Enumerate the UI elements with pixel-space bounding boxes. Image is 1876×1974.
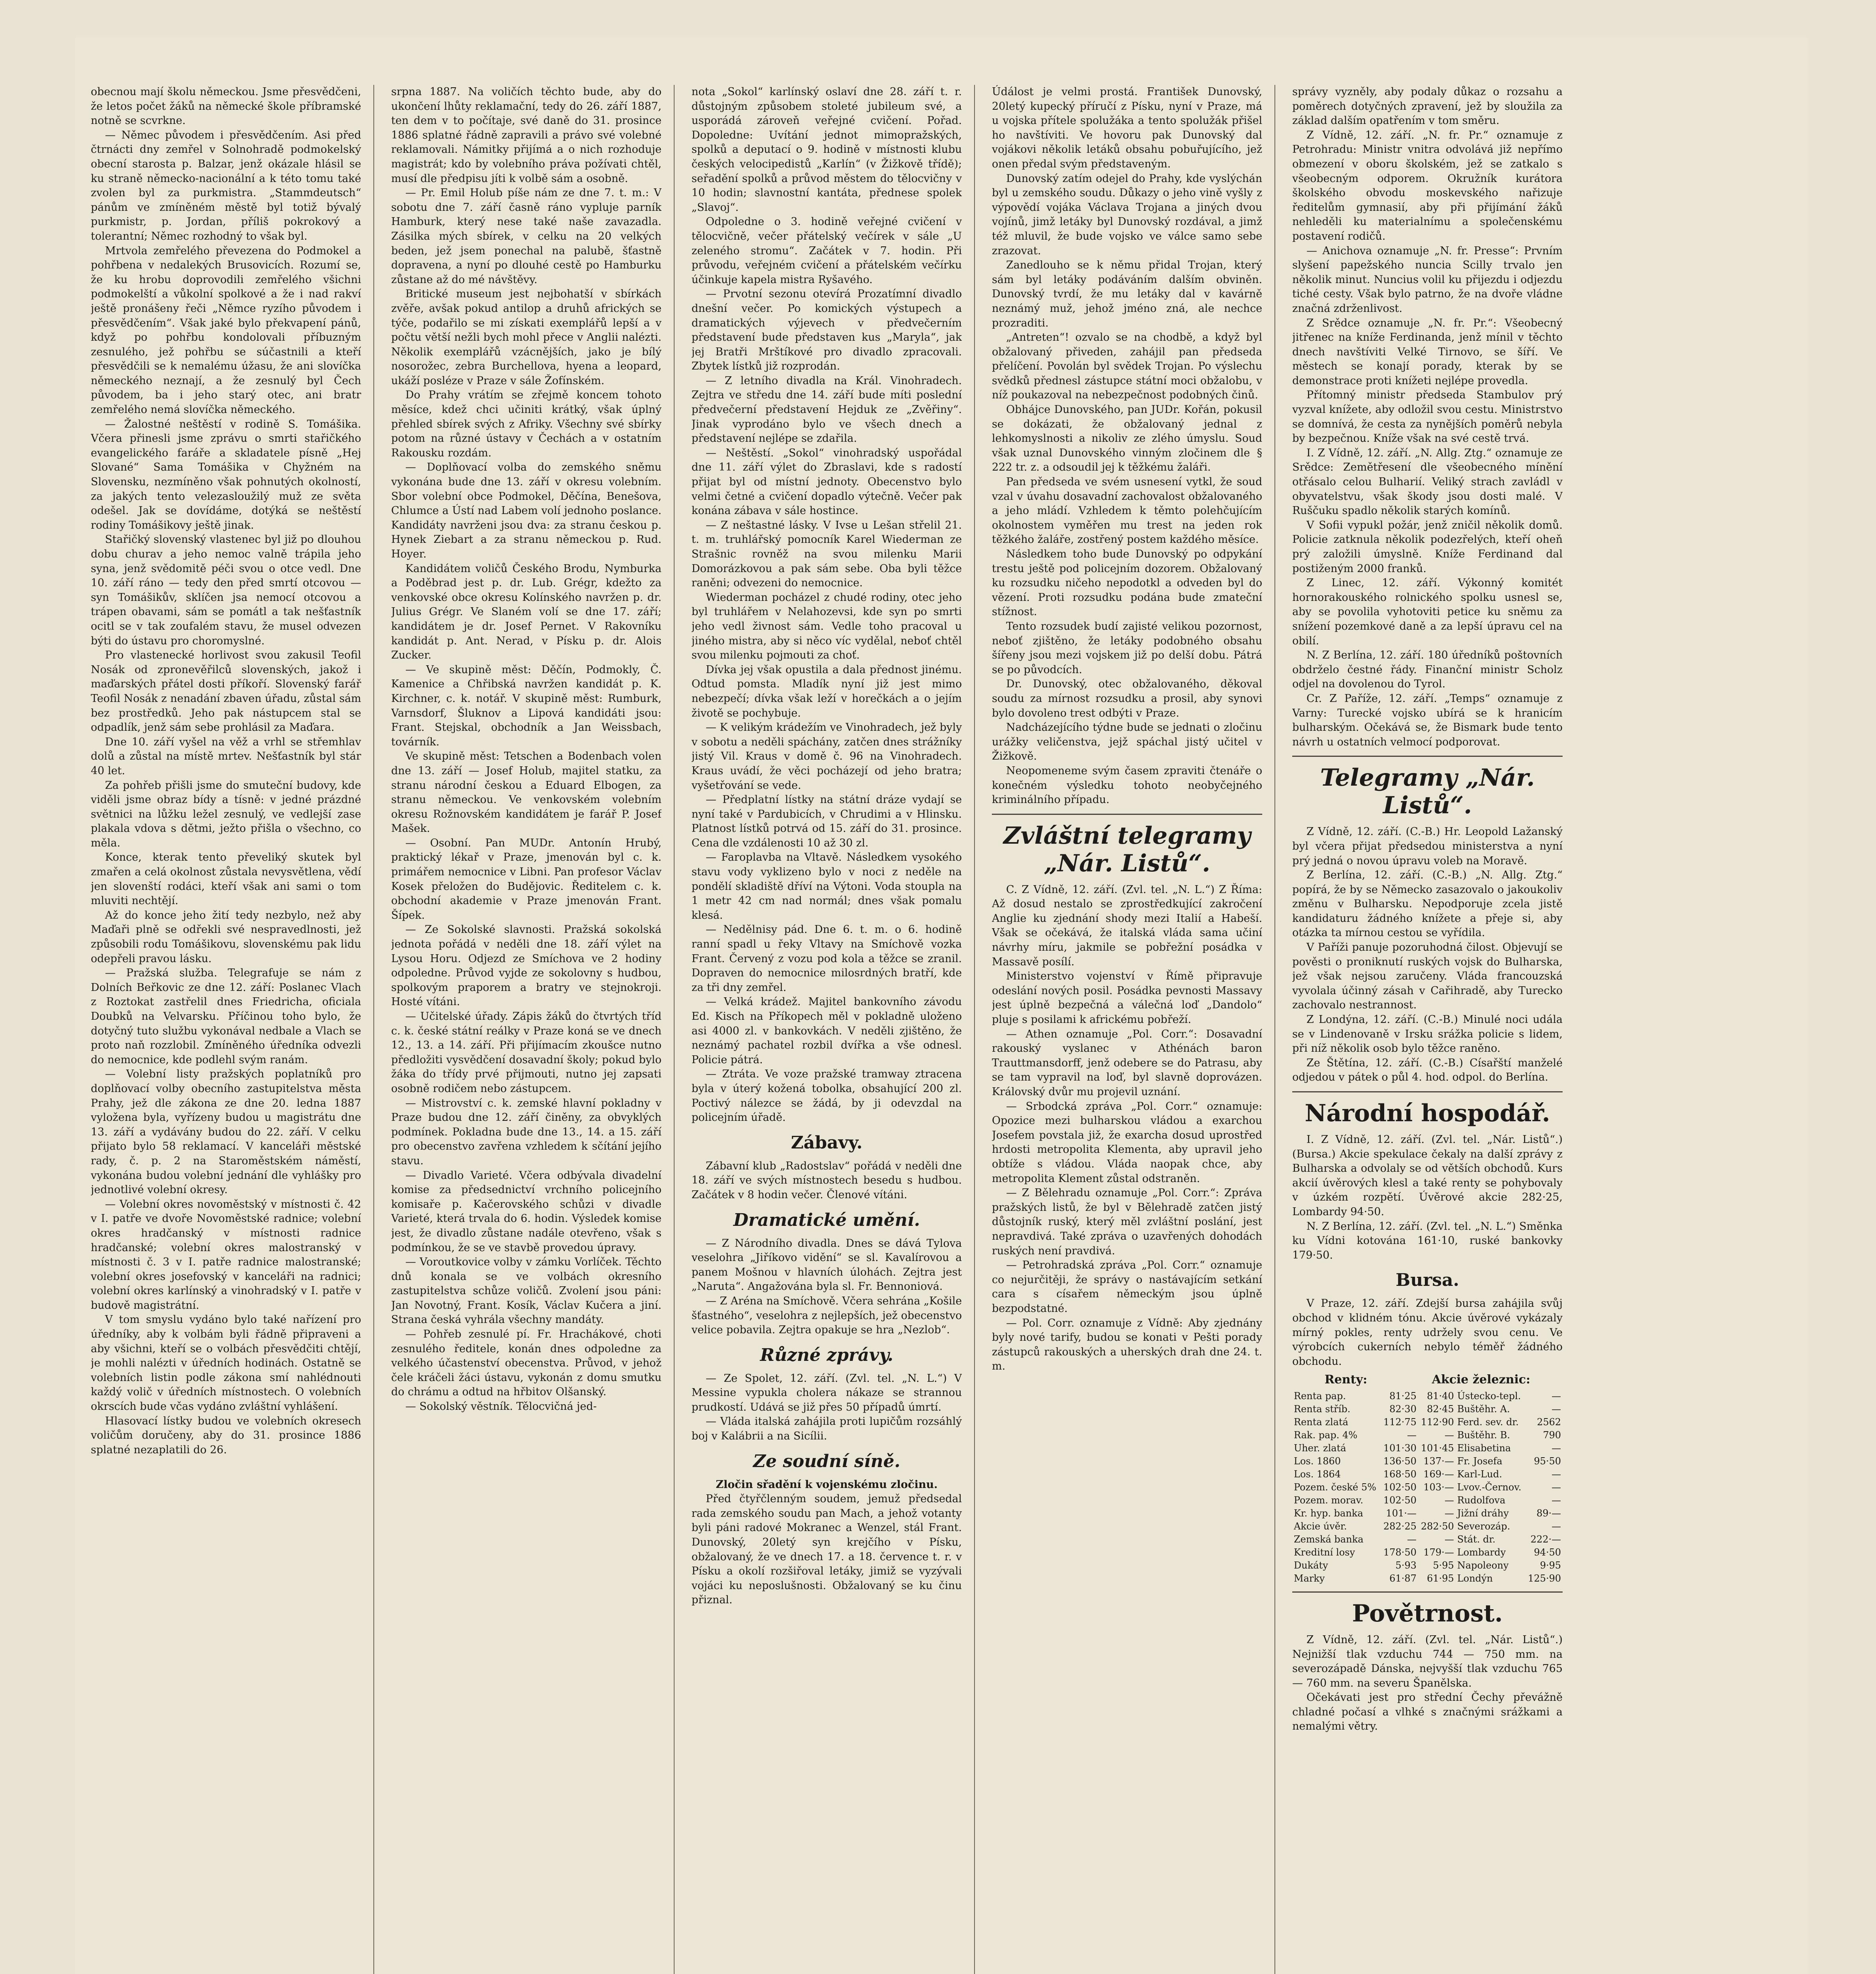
exchange-row: [1292, 1442, 1563, 1455]
article-text: Mrtvola zemřelého převezena do Podmokel a pohřbena v nedalekých Brusovicích. Rozumí se, že ku hrobu doprovodili zemřelého všichni podmokelští a vůkolní spolkové a že i nad rakví ještě pronášeny řeči „Němce ryzího původem i přesvědčením“. Však jaké bylo překvapení pánů, když po pohřbu kondolovali příbuzným zesnulého, jež pohřbu se súčastnili a kteří přesvědčili se k nemalému úžasu, že ani slovíčka německého neznají, a že zesnulý byl Čech původem, ba i jeho starý otec, ani bratr zemřelého nemá slovíčka německého.: [91, 244, 361, 416]
exchange-row: [1292, 1390, 1563, 1403]
exchange-cell: —: [1444, 1429, 1454, 1441]
column-rule: [974, 85, 975, 1974]
exchange-cell: 222·—: [1530, 1533, 1561, 1545]
exchange-row: [1292, 1533, 1563, 1546]
exchange-cell: Ferd. sev. dr.: [1457, 1416, 1519, 1428]
divider: [1292, 756, 1563, 757]
article-text: Následkem toho bude Dunovský po odpykání trestu ještě pod policejním dozorem. Obžalovaný ku rozsudku ničeho nepodotkl a odveden byl do vězení. Proti rozsudku podána bude zmateční stížnost.: [992, 548, 1262, 618]
column-1: [91, 85, 361, 1974]
article-text: Údálost je velmi prostá. František Dunovský, 20letý kupecký příručí z Písku, nyní v Praze, má u vojska přítele spolužáka a tento spolužák přišel ho navštíviti. Ve hovoru pak Dunovský dal vojákovi několik letáků obsahu pobuřujícího, jež onen předal svým představeným.: [992, 86, 1262, 170]
exchange-cell: Uher. zlatá: [1294, 1442, 1346, 1454]
newspaper-page: [75, 38, 1808, 1974]
article-text: Do Prahy vrátím se zřejmě koncem tohoto měsíce, kdež chci učiniti krátký, však úplný přehled sbírek svých z Afriky. Všechny své sbírky potom na různé ústavy v Čechách a v ostatním Rakousku rozdám.: [391, 389, 662, 459]
article-text: Obhájce Dunovského, pan JUDr. Kořán, pokusil se dokázati, že obžalovaný jednal z lehkomyslnosti a nikoliv ze zlého úmyslu. Soud však uznal Dunovského vinným zločinem dle § 222 tr. z. a odsoudil jej k těžkému žaláři.: [992, 403, 1262, 474]
exchange-row: [1292, 1468, 1563, 1481]
section-heading-drama: Dramatické umění.: [733, 1210, 920, 1230]
exchange-cell: 81·25: [1389, 1390, 1417, 1402]
article-text: — Ztráta. Ve voze pražské tramway ztracena byla v úterý kožená tobolka, obsahující 200 zl. Poctivý nálezce se žádá, by ji odevzdal na policejním úřadě.: [692, 1068, 962, 1124]
exchange-cell: 102·50: [1383, 1481, 1417, 1493]
article-text: — Anichova oznamuje „N. fr. Presse“: Prvním slyšení papežského nuncia Scilly trvalo jen několik minut. Nuncius volil ku přijezdu i odjezdu tiché cesty. Však bylo patrno, že na dvoře vládne značná zdrženlivost.: [1292, 244, 1563, 315]
exchange-row: [1292, 1507, 1563, 1520]
exchange-cell: Buštěhr. A.: [1457, 1403, 1510, 1415]
exchange-cell: Pozem. české 5%: [1294, 1481, 1376, 1493]
column-rule: [373, 85, 374, 1974]
article-text: — Velká krádež. Majitel bankovního závodu Ed. Kisch na Příkopech měl v pokladně uloženo asi 4000 zl. v bankovkách. V neděli zjištěno, že neznámý pachatel rozbil dvířka a vše odnesl. Policie pátrá.: [692, 996, 962, 1066]
section-heading-telegramy: Telegramy „Nár. Listů“.: [1320, 764, 1535, 820]
section-heading-zvlastni-telegramy: Zvláštní telegramy „Nár. Listů“.: [1003, 822, 1251, 877]
exchange-cell: Akcie úvěr.: [1294, 1520, 1347, 1532]
article-text: — Srbodcká zpráva „Pol. Corr.“ oznamuje: Opozice mezi bulharskou vládou a exarchou Josefem povstala již, že exarcha dosud uprostřed hrdosti metropolita Klementa, aby upravil jeho obtíže s vládou. Vláda naopak chce, aby metropolita Klement zůstal odstraněn.: [992, 1100, 1262, 1185]
exchange-cell: Lvov.-Černov.: [1457, 1481, 1522, 1493]
article-text: — Volební okres novoměstský v místnosti č. 42 v I. patře ve dvoře Novoměstské radnice; volební okres hradčanský v místnosti radnice hradčanské; volební okres malostranský v místnosti č. 3 v I. patře radnice malostranské; volební okres josefovský v kanceláři na radnici; volební okres karlínský a vinohradský v I. patře v budově magistrátní.: [91, 1198, 361, 1312]
article-text: C. Z Vídně, 12. září. (Zvl. tel. „N. L.“) Z Říma: Až dosud nestalo se zprostředkující zakročení Anglie ku zjednání shody mezi Italií a Habeší. Však se očekává, že italská vláda sama učiní návrhy míru, jakmile se pobřežní posádka v Massavě posílí.: [992, 883, 1262, 968]
exchange-cell: 790: [1543, 1429, 1561, 1441]
article-text: Britické museum jest nejbohatší v sbírkách zvěře, avšak pokud antilop a druhů afrických se týče, podařilo se mi získati exemplářů lepší a v počtu větší nežli bych mohl přece v Anglii nalézti. Několik exemplářů vzácnějších, jako je bílý nosorožec, zebra Burchellova, hyena a leopard, ukáží posléze v Praze v sále Žofínském.: [391, 288, 662, 387]
exchange-cell: Los. 1860: [1294, 1455, 1341, 1467]
exchange-cell: 102·50: [1383, 1494, 1417, 1506]
article-text: Konce, kterak tento převeliký skutek byl zmařen a celá okolnost zůstala nevysvětlena, vědí jen slovenští rodáci, kteří však ani sami o tom mluviti nechtějí.: [91, 851, 361, 907]
exchange-cell: 112·90: [1421, 1416, 1454, 1428]
article-text: Zábavní klub „Radostslav“ pořádá v neděli dne 18. září ve svých místnostech besedu s hudbou. Začátek v 8 hodin večer. Členové vítáni.: [692, 1160, 962, 1201]
exchange-cell: 168·50: [1383, 1468, 1417, 1480]
article-text: — Pražská služba. Telegrafuje se nám z Dolních Beřkovic ze dne 12. září: Poslanec Vlach z Roztokat zastřelil dnes Friedricha, oficiala Doubků na Velvarsku. Příčinou toho bylo, že dotyčný tuto službu vykonával nedbale a Vlach se proto naň rozzlobil. Zmíněného úředníka odvezli do nemocnice, kde podlehl svým ranám.: [91, 967, 361, 1066]
article-text: — Voroutkovice volby v zámku Vorlíček. Těchto dnů konala se ve volbách okresního zastupitelstva schůze voličů. Zvolení jsou páni: Jan Novotný, Frant. Kosík, Václav Kučera a jiní. Strana česká vyhrála všechny mandáty.: [391, 1256, 662, 1326]
article-text: I. Z Vídně, 12. září. (Zvl. tel. „Nár. Listů“.) (Bursa.) Akcie spekulace čekaly na další zprávy z Bulharska a odvolaly se od větších obchodů. Kurs akcií úvěrových klesl a také renty se pohybovaly v úzkém rozpětí. Úvěrové akcie 282·25, Lombardy 94·50.: [1292, 1133, 1563, 1218]
exchange-cell: Karl-Lud.: [1457, 1468, 1502, 1480]
exchange-cell: —: [1552, 1494, 1561, 1506]
article-text: — Ze Sokolské slavnosti. Pražská sokolská jednota pořádá v neděli dne 18. září výlet na Lysou Horu. Odjezd ze Smíchova ve 2 hodiny odpoledne. Průvod vyjde ze sokolovny s hudbou, spolkovým praporem a bratry ve stejnokroji. Hosté vítáni.: [391, 923, 662, 1008]
section-heading-povetrnost: Povětrnost.: [1352, 1599, 1503, 1627]
article-text: Z Vídně, 12. září. (Zvl. tel. „Nár. Listů“.) Nejnižší tlak vzduchu 744 — 750 mm. na severozápadě Dánska, nejvyšší tlak vzduchu 765 — 760 mm. na severu Španělska.: [1292, 1633, 1563, 1689]
exchange-cell: 81·40: [1427, 1390, 1454, 1402]
exchange-cell: 94·50: [1534, 1546, 1561, 1558]
exchange-cell: Severozáp.: [1457, 1520, 1511, 1532]
article-text: Wiederman pocházel z chudé rodiny, otec jeho byl truhlářem v Nelahozevsi, kde syn po smrti jeho vedl živnost sám. Vedle toho pracoval u jiného mistra, aby si něco víc vydělal, neboť chtěl svou milenku pojmouti za choť.: [692, 591, 962, 662]
article-text: Z Londýna, 12. září. (C.-B.) Minulé noci udála se v Lindenovaně v Irsku srážka policie s lidem, při níž několik osob bylo těžce raněno.: [1292, 1013, 1563, 1055]
article-text: Pro vlastenecké horlivost svou zakusil Teofil Nosák od zpronevěřilců slovenských, jakož i maďarských přátel dosti příkoří. Slovenský farář Teofil Nosák z nenadání zbaven úřadu, zůstal sám bez prostředků. Jeho pak nástupcem stal se odpadlík, jenž sám sebe prohlásil za Maďara.: [91, 649, 361, 734]
exchange-cell: Renta stříb.: [1294, 1403, 1351, 1415]
exchange-cell: 112·75: [1383, 1416, 1417, 1428]
exchange-cell: 89·—: [1536, 1507, 1561, 1519]
exchange-cell: Lombardy: [1457, 1546, 1506, 1558]
column-rule: [1274, 85, 1275, 1974]
exchange-cell: 178·50: [1383, 1546, 1417, 1558]
article-text: Ze Štětína, 12. září. (C.-B.) Císařští manželé odjedou v pátek o půl 4. hod. odpol. do Berlína.: [1292, 1056, 1563, 1084]
exchange-cell: Renta zlatá: [1294, 1416, 1348, 1428]
article-text: Neopomeneme svým časem zpraviti čtenáře o konečném výsledku tohoto neobyčejného kriminálního případu.: [992, 764, 1262, 806]
article-text: Tento rozsudek budí zajisté velikou pozornost, neboť zjištěno, že letáky podobného obsahu šířeny jsou mezi vojskem již po delší dobu. Pátrá se po původcích.: [992, 620, 1262, 676]
exchange-cell: 179·—: [1423, 1546, 1454, 1558]
exchange-cell: 282·50: [1421, 1520, 1454, 1532]
article-subheading: Zločin sřadění k vojenskému zločinu.: [716, 1478, 938, 1491]
kurs-heading: Renty:: [1324, 1373, 1368, 1387]
article-text: Odpoledne o 3. hodině veřejné cvičení v tělocvičně, večer přátelský večírek v sále „U zeleného stromu“. Začátek v 7. hodin. Při průvodu, veřejném cvičení a přátelském večírku účinkuje kapela mistra Ryšavého.: [692, 216, 962, 286]
exchange-cell: 101·30: [1383, 1442, 1417, 1454]
article-text: — Vláda italská zahájila proti lupičům rozsáhlý boj v Kalábrii a na Sicílii.: [692, 1415, 962, 1443]
exchange-cell: 282·25: [1383, 1520, 1417, 1532]
article-text: — K velikým krádežím ve Vinohradech, jež byly v sobotu a neděli spáchány, zatčen dnes strážníky jistý Vil. Kraus v domě č. 96 na Vinohradech. Kraus uvádí, že věci pocházejí od jeho bratra; vyšetřování se vede.: [692, 721, 962, 792]
exchange-row: [1292, 1520, 1563, 1533]
exchange-cell: 61·95: [1427, 1572, 1454, 1584]
kurs-headings: [1292, 1369, 1563, 1390]
exchange-cell: Kreditní losy: [1294, 1546, 1355, 1558]
exchange-cell: Napoleony: [1457, 1559, 1509, 1571]
exchange-cell: Kr. hyp. banka: [1294, 1507, 1363, 1519]
exchange-cell: Fr. Josefa: [1457, 1455, 1503, 1467]
exchange-cell: Rudolfova: [1457, 1494, 1506, 1506]
article-text: Ve skupině měst: Tetschen a Bodenbach volen dne 13. září — Josef Holub, majitel statku, za stranu národní českou a Eduard Elbogen, za stranu německou. Ve venkovském volebním okresu Rožnovském kandidátem je farář P. Josef Mašek.: [391, 750, 662, 835]
exchange-cell: 82·45: [1427, 1403, 1454, 1415]
exchange-cell: Rak. pap. 4%: [1294, 1429, 1358, 1441]
exchange-cell: 5·93: [1395, 1559, 1417, 1571]
article-text: I. Z Vídně, 12. září. „N. Allg. Ztg.“ oznamuje ze Srědce: Zemětřesení dle všeobecného mínění otřásalo celou Bulharií. Veliký strach zavládl v obyvatelstvu, však škody jsou dosti malé. V Ruščuku spadlo několik starých komínů.: [1292, 447, 1563, 517]
exchange-row: [1292, 1572, 1563, 1585]
section-heading-bursa: Bursa.: [1396, 1270, 1459, 1291]
article-text: — Sokolský věstník. Tělocvičná jed-: [405, 1400, 597, 1413]
exchange-cell: 137·—: [1423, 1455, 1454, 1467]
article-text: — Athen oznamuje „Pol. Corr.“: Dosavadní rakouský vyslanec v Athénách baron Trauttmansdorff, jenž odebere se do Patrasu, aby se tam vypravil na loď, byl slavně doprovázen. Královský dvůr mu projevil uznání.: [992, 1028, 1262, 1098]
exchange-cell: 101·—: [1386, 1507, 1417, 1519]
column-5: [1292, 85, 1563, 1974]
article-text: Ministerstvo vojenství v Římě připravuje odeslání nových posil. Posádka pevnosti Massavy jest úplně bezpečná a válečná loď „Dandolo“ pluje s posilami k africkému pobřeží.: [992, 970, 1262, 1026]
exchange-row: [1292, 1403, 1563, 1416]
article-text: — Předplatní lístky na státní dráze vydají se nyní také v Pardubicích, v Chrudimi a v Hlinsku. Platnost lístků potrvá od 15. září do 31. prosince. Cena dle vzdálenosti 10 až 30 zl.: [692, 794, 962, 849]
article-text: Pan předseda ve svém usnesení vytkl, že soud vzal v úvahu dosavadní zachovalost obžalovaného a jeho mládí. Vzhledem k těmto polehčujícím okolnostem vyměřen mu trest na jeden rok těžkého žaláře, zostřený postem každého měsíce.: [992, 476, 1262, 546]
exchange-cell: 125·90: [1528, 1572, 1561, 1584]
article-text: Dr. Dunovský, otec obžalovaného, děkoval soudu za mírnost rozsudku a prosil, aby synovi bylo dovoleno trest odbýti v Praze.: [992, 678, 1262, 719]
article-text: Kandidátem voličů Českého Brodu, Nymburka a Poděbrad jest p. dr. Lub. Grégr, kdežto za venkovské obce okresu Kolínského navržen p. dr. Julius Grégr. Ve Slaném volí se dne 17. září; kandidátem je dr. Josef Pernet. V Rakovníku kandidát p. Ant. Nerad, v Písku p. dr. Alois Zucker.: [391, 562, 662, 662]
section-heading-hospodar: Národní hospodář.: [1304, 1100, 1550, 1127]
exchange-cell: Ústecko-tepl.: [1457, 1390, 1521, 1402]
exchange-cell: —: [1552, 1520, 1561, 1532]
column-3: [692, 85, 962, 1974]
article-text: — Divadlo Varieté. Včera odbývala divadelní komise za předsednictví vrchního policejního komisaře p. Kačerovského schůzi v divadle Varieté, která trvala do 6. hodin. Výsledek komise jest, že divadlo zůstane nadále otevřeno, však s podmínkou, že se ve stavbě provedou úpravy.: [391, 1169, 662, 1254]
article-text: — Petrohradská zpráva „Pol. Corr.“ oznamuje co nejurčitěji, že správy o nastávajícím setkání cara s císařem německým jsou úplně bezpodstatné.: [992, 1259, 1262, 1315]
article-text: Stařičký slovenský vlastenec byl již po dlouhou dobu churav a jeho nemoc valně trápila jeho syna, jenž svědomitě péči svou o otce vedl. Dne 10. září ráno — tedy den před smrtí otcovou — syn Tomášikův, sklíčen jsa nemocí otcovou a trápen obavami, sám se pomátl a tak nešťastník ocitl se v tak zoufalém stavu, že musel odvezen býti do ústavu pro choromyslné.: [91, 533, 361, 647]
article-text: Před čtyřčlenným soudem, jemuž předsedal rada zemského soudu pan Mach, a jehož votanty byli páni radové Mokranec a Wenzel, stál Frant. Dunovský, 20letý syn krejčího v Písku, obžalovaný, že ve dnech 17. a 18. července t. r. v Písku a okolí rozšiřoval letáky, jimiž se vyzývali vojáci ku neposlušnosti. Obžalovaný se ku činu přiznal.: [692, 1493, 962, 1606]
divider: [1292, 1591, 1563, 1593]
exchange-cell: —: [1444, 1507, 1454, 1519]
exchange-cell: 9·95: [1540, 1559, 1561, 1571]
article-text: Za pohřeb přišli jsme do smuteční budovy, kde viděli jsme obraz bídy a tísně: v jedné prázdné světnici na lůžku ležel zesnulý, ve vedlejší zase plakala vdova s dětmi, ježto přišla o všechno, co měla.: [91, 779, 361, 849]
exchange-cell: 61·87: [1389, 1572, 1417, 1584]
article-text: — Osobní. Pan MUDr. Antonín Hrubý, praktický lékař v Praze, jmenován byl c. k. primářem nemocnice v Libni. Pan profesor Václav Kosek přeložen do Budějovic. Ředitelem c. k. obchodní akademie v Praze jmenován Frant. Šípek.: [391, 837, 662, 921]
exchange-cell: —: [1407, 1533, 1417, 1545]
article-text: Nadcházejícího týdne bude se jednati o zločinu urážky veličenstva, jejž spáchal jistý učitel v Žižkově.: [992, 721, 1262, 763]
article-text: — Volební listy pražských poplatníků pro doplňovací volby obecního zastupitelstva města Prahy, jež dle zákona ze dne 20. ledna 1887 vyložena byla, vyřízeny budou u magistrátu dne 13. září a vydávány budou do 22. září. V celku přijato bylo 58 reklamací. V kanceláři městské rady, č. p. 2 na Staroměstském náměstí, vykonána budou volební jednání dle vyhlášky pro jednotlivé volební okresy.: [91, 1068, 361, 1196]
section-heading-zabavy: Zábavy.: [791, 1132, 863, 1153]
article-text: Dne 10. září vyšel na věž a vrhl se střemhlav dolů a zůstal na místě mrtev. Nešťastník byl stár 40 let.: [91, 736, 361, 777]
exchange-cell: Pozem. morav.: [1294, 1494, 1363, 1506]
exchange-cell: 95·50: [1534, 1455, 1561, 1467]
exchange-cell: 169·—: [1423, 1468, 1454, 1480]
divider: [1292, 1091, 1563, 1092]
article-text: — Pr. Emil Holub píše nám ze dne 7. t. m.: V sobotu dne 7. září časně ráno vypluje parník Hamburk, který nese také naše zavazadla. Zásilka mých sbírek, v celku na 20 velkých beden, jež jsem ponechal na palubě, šťastně dopravena, a nyní po dlouhé cestě po Hamburku zůstane až do mé návštěvy.: [391, 187, 662, 286]
section-heading-ruzne: Různé zprávy.: [760, 1345, 894, 1365]
column-rule: [674, 85, 675, 1974]
exchange-row: [1292, 1494, 1563, 1507]
article-text: — Pol. Corr. oznamuje z Vídně: Aby zjednány byly nové tarify, budou se konati v Pešti porady zástupců rakouských a uherských drah dne 24. t. m.: [992, 1317, 1262, 1373]
exchange-cell: —: [1552, 1481, 1561, 1493]
article-text: — Z letního divadla na Král. Vinohradech. Zejtra ve středu dne 14. září bude míti poslední předvečerní představení Hejduk ze „Zvěřiny“. Jinak vyprodáno bylo ve všech dnech a představení nejlépe se zdařila.: [692, 374, 962, 445]
article-text: Z Berlína, 12. září. (C.-B.) „N. Allg. Ztg.“ popírá, že by se Německo zasazovalo o jakoukoliv změnu v Bulharsku. Nepodporuje zcela jistě kandidaturu žádného knížete a přeje si, aby otázka ta mírnou cestou se vyřídila.: [1292, 869, 1563, 939]
article-text: Dívka jej však opustila a dala přednost jinému. Odtud pomsta. Mladík nyní již jest mimo nebezpečí; dívka však leží v horečkách a o jejím životě se pochybuje.: [692, 663, 962, 719]
exchange-cell: 103·—: [1423, 1481, 1454, 1493]
exchange-cell: Zemská banka: [1294, 1533, 1364, 1545]
exchange-cell: Londýn: [1457, 1572, 1493, 1584]
article-text: Z Srědce oznamuje „N. fr. Pr.“: Všeobecný jitřenec na kníže Ferdinanda, jenž mínil v těchto dnech navštíviti Velké Tirnovo, se šíří. Ve městech se konají porady, kterak by se demonstrace proti knížeti nejlépe provedla.: [1292, 317, 1563, 387]
article-text: — Nedělnisy pád. Dne 6. t. m. o 6. hodině ranní spadl u řeky Vltavy na Smíchově vozka Frant. Červený z vozu pod kola a těžce se zranil. Dopraven do nemocnice milosrdných bratří, kde za tři dny zemřel.: [692, 923, 962, 994]
exchange-cell: 101·45: [1421, 1442, 1454, 1454]
article-text: „Antreten“! ozvalo se na chodbě, a když byl obžalovaný přiveden, zahájil pan předseda přelíčení. Povolán byl svědek Trojan. Po výslechu svědků přednesl zástupce státní moci obžalobu, v níž poukazoval na nebezpečnost podobných činů.: [992, 331, 1262, 402]
article-text: — Faroplavba na Vltavě. Následkem vysokého stavu vody vyklizeno bylo v noci z neděle na pondělí skladiště dříví na Výtoni. Voda stoupla na 1 metr 42 cm nad normál; dnes však pomalu klesá.: [692, 851, 962, 921]
article-text: — Neštěstí. „Sokol“ vinohradský uspořádal dne 11. září výlet do Zbraslavi, kde s radostí přijat byl od místní jednoty. Obecenstvo bylo velmi četné a cvičení dopadlo výtečně. Večer pak konána zábava v sále hostince.: [692, 447, 962, 517]
article-text: V tom smyslu vydáno bylo také nařízení pro úředníky, aby k volbám byli řádně připraveni a aby všichni, kteří se o volbách přesvědčiti chtějí, je mohli nalézti v úředních hodinách. Ostatně se volebních listin podle zákona smí nahlédnouti každý volič v úředních místnostech. O volebních okrscích bude včas vydáno zvláštní vyhlášení.: [91, 1313, 361, 1413]
exchange-cell: —: [1552, 1442, 1561, 1454]
exchange-row: [1292, 1481, 1563, 1494]
article-text: — Mistrovství c. k. zemské hlavní pokladny v Praze budou dne 12. září činěny, za obvyklých podmínek. Pokladna bude dne 13., 14. a 15. září pro obecenstvo zavřena vzhledem k sčítání jejího stavu.: [391, 1097, 662, 1167]
article-text: — Pohřeb zesnulé pí. Fr. Hrachákové, choti zesnulého ředitele, konán dnes odpoledne za velkého účastenství obecenstva. Průvod, v jehož čele kráčeli žáci ústavu, vykonán z domu smutku do chrámu a odtud na hřbitov Olšanský.: [391, 1328, 662, 1398]
article-text: Zanedlouho se k němu přidal Trojan, který sám byl letáky podáváním dalším obviněn. Dunovský tvrdí, že mu letáky dal v kavárně neznámý muž, jehož jméno zná, ale nechce prozraditi.: [992, 259, 1262, 329]
column-2: [391, 85, 662, 1974]
exchange-cell: —: [1552, 1403, 1561, 1415]
exchange-cell: Dukáty: [1294, 1559, 1328, 1571]
exchange-row: [1292, 1546, 1563, 1559]
article-text: — Ze Spolet, 12. září. (Zvl. tel. „N. L.“) V Messine vypukla cholera nákaze se strannou prudkostí. Udává se již přes 50 případů úmrtí.: [692, 1372, 962, 1413]
exchange-cell: Jižní dráhy: [1457, 1507, 1509, 1519]
exchange-cell: Stát. dr.: [1457, 1533, 1496, 1545]
section-heading-soud: Ze soudní síně.: [753, 1451, 901, 1471]
article-text: Cr. Z Paříže, 12. září. „Temps“ oznamuje z Varny: Turecké vojsko ubírá se k hranicím bulharským. Očekává se, že Bismark bude tento návrh u ostatních velmocí podporovat.: [1292, 692, 1563, 748]
article-text: V Praze, 12. září. Zdejší bursa zahájila svůj obchod v klidném tónu. Akcie úvěrové vykázaly mírný pokles, renty udržely svou cenu. Ve výrobcích cukerních nebylo téměř žádného obchodu.: [1292, 1297, 1563, 1368]
article-text: — Učitelské úřady. Zápis žáků do čtvrtých tříd c. k. české státní reálky v Praze koná se ve dnech 12., 13. a 14. září. Při přijímacím zkoušce nutno předložiti vysvědčení dosavadní školy; pokud bylo žáka do třídy prvé přijmouti, nutno jej zapsati osobně rodičem nebo zástupcem.: [391, 1010, 662, 1095]
article-text: V Paříži panuje pozoruhodná čilost. Objevují se pověsti o proniknutí ruských vojsk do Bulharska, jež však nejsou zaručeny. Vláda francouzská vyvolala účinný zásah v Cařihradě, aby Turecko zachovalo nestrannost.: [1292, 941, 1563, 1011]
article-text: — Žalostné neštěstí v rodině S. Tomášika. Včera přinesli jsme zprávu o smrti stařičkého evangelického faráře a skladatele písně „Hej Slované“ Sama Tomášika v Chyžném na Slovensku, nezmíněno však pohnutých okolností, za jakých tento velezasloužilý muž ze světa odešel. Jak se dovídáme, dotýká se neštěstí rodiny Tomášikovy ještě jinak.: [91, 418, 361, 531]
article-text: Z Linec, 12. září. Výkonný komitét hornorakouského rolnického spolku usnesl se, aby se povolila vyhotoviti petice ku sněmu za snížení pozemkové daně a za lepší úpravu cel na obilí.: [1292, 577, 1563, 647]
article-text: správy vyzněly, aby podaly důkaz o rozsahu a poměrech dotyčných zpravení, jež by sloužila za základ dalším opatřením v tom směru.: [1292, 86, 1563, 127]
divider: [992, 814, 1262, 815]
article-text: Dunovský zatím odejel do Prahy, kde vyslýchán byl u zemského soudu. Důkazy o jeho vině vyšly z výpovědí vojáka Václava Trojana a jiných dvou vojínů, jimž letáky byl Dunovský rozdával, a jimž též mluvil, že bude vojsko ve válce samo sebe zrazovat.: [992, 172, 1262, 257]
exchange-cell: 82·30: [1389, 1403, 1417, 1415]
exchange-cell: —: [1407, 1429, 1417, 1441]
exchange-table: [1292, 1390, 1563, 1585]
exchange-cell: —: [1444, 1533, 1454, 1545]
article-text: — Doplňovací volba do zemského sněmu vykonána bude dne 13. září v okresu volebním. Sbor volební obce Podmokel, Děčína, Benešova, Chlumce a Ústí nad Labem volí jednoho poslance. Kandidáty navrženi jsou dva: za stranu českou p. Hynek Ziebart a za stranu německou p. Rud. Hoyer.: [391, 461, 662, 560]
article-text: — Z Národního divadla. Dnes se dává Tylova veselohra „Jiříkovo vidění“ se sl. Kavalírovou a panem Mošnou v hlavních úlohách. Zejtra jest „Naruta“. Angažována byla sl. Fr. Bennoniová.: [692, 1237, 962, 1293]
exchange-row: [1292, 1429, 1563, 1442]
article-text: Z Vídně, 12. září. „N. fr. Pr.“ oznamuje z Petrohradu: Ministr vnitra odvolává již nepřímo obmezení v oboru školském, jež se zatkalo s všeobecným odporem. Okružník kurátora školského obvodu moskevského nařizuje ředitelům gymnasií, aby při přijímání žáků nehleděli ku materialnímu a společenskému postavení rodičů.: [1292, 129, 1563, 242]
article-text: — Němec původem i přesvědčením. Asi před čtrnácti dny zemřel v Solnohradě podmokelský obecní starosta p. Balzar, jenž okázale hlásil se ku straně německo-nacionální a k této tomu také zvolen byl za purkmistra. „Stammdeutsch“ pánům ve zmíněném městě byl totiž bývalý purkmistr, p. Jordan, příliš pokrokový a tolerantní; Němec rozhodný to však byl.: [91, 129, 361, 242]
article-text: — Z neštastné lásky. V Ivse u Lešan střelil 21. t. m. truhlářský pomocník Karel Wiederman ze Strašnic rovněž na svou milenku Marii Domorázkovou a pak sám sebe. Oba byli těžce raněni; odvezeni do nemocnice.: [692, 519, 962, 589]
exchange-cell: Buštěhr. B.: [1457, 1429, 1510, 1441]
column-4: [992, 85, 1262, 1974]
exchange-row: [1292, 1559, 1563, 1572]
article-text: V Sofii vypukl požár, jenž zničil několik domů. Policie zatknula několik podezřelých, kteří oheň prý založili úmyslně. Kníže Ferdinand dal postiženým 2000 franků.: [1292, 519, 1563, 575]
article-text: Očekávati jest pro střední Čechy převážně chladné počasí a vlhké s značnými srážkami a nemalými větry.: [1292, 1691, 1563, 1733]
exchange-cell: —: [1552, 1390, 1561, 1402]
kurs-heading: Akcie železnic:: [1432, 1373, 1531, 1387]
article-text: — Z Aréna na Smíchově. Včera sehrána „Košile šťastného“, veselohra z nejlepších, jež obecenstvo velice pobavila. Zejtra opakuje se hra „Nezlob“.: [692, 1295, 962, 1336]
article-text: — Ve skupině měst: Děčín, Podmokly, Č. Kamenice a Chřibská navržen kandidát p. K. Kirchner, c. k. notář. V skupině měst: Rumburk, Varnsdorf, Šluknov a Lipová kandidáti jsou: Frant. Stejskal, obchodník a Jan Weissbach, továrník.: [391, 663, 662, 748]
exchange-cell: —: [1552, 1468, 1561, 1480]
article-text: Až do konce jeho žití tedy nezbylo, než aby Maďaři plně se odřekli své nespravedlnosti, jež způsobili rodu Tomášikovu, slovenskému pak lidu odepřeli pravou lásku.: [91, 909, 361, 965]
exchange-cell: Los. 1864: [1294, 1468, 1341, 1480]
exchange-cell: 5·95: [1433, 1559, 1454, 1571]
article-text: Přítomný ministr předseda Stambulov prý vyzval knížete, aby odložil svou cestu. Ministrstvo se domnívá, že cesta za nynějších poměrů nebyla by bezpečnou. Kníže však na své cestě trvá.: [1292, 389, 1563, 445]
exchange-cell: Renta pap.: [1294, 1390, 1346, 1402]
article-text: N. Z Berlína, 12. září. 180 úředníků poštovních obdrželo čestné řády. Finanční ministr Scholz odjel na dovolenou do Tyrol.: [1292, 649, 1563, 691]
exchange-row: [1292, 1416, 1563, 1429]
article-text: Z Vídně, 12. září. (C.-B.) Hr. Leopold Lažanský byl včera přijat předsedou ministerstva a nyní prý jedná o novou úpravu voleb na Moravě.: [1292, 826, 1563, 867]
article-text: Hlasovací lístky budou ve volebních okresech voličům doručeny, aby do 31. prosince 1886 splatné nezaplatili do 26.: [91, 1415, 361, 1456]
exchange-cell: 2562: [1537, 1416, 1561, 1428]
exchange-cell: Marky: [1294, 1572, 1325, 1584]
exchange-cell: —: [1444, 1494, 1454, 1506]
exchange-row: [1292, 1455, 1563, 1468]
exchange-cell: 136·50: [1383, 1455, 1417, 1467]
article-text: srpna 1887. Na voličích těchto bude, aby do ukončení lhůty reklamační, tedy do 26. září 1887, ten dem v to počítaje, své daně do 31. prosince 1886 splatné řádně zapravili a právo své volebné reklamovali. Námitky přijímá a o nich rozhoduje magistrát; kdo by volebního práva požívati chtěl, musí dle předpisu jíti k volbě sám a osobně.: [391, 86, 662, 185]
article-text: obecnou mají školu německou. Jsme přesvědčeni, že letos počet žáků na německé škole příbramské notně se scvrkne.: [91, 86, 361, 127]
article-text: — Prvotní sezonu otevírá Prozatímní divadlo dnešní večer. Po komických výstupech a dramatických výjevech v předvečerním představení bude představen kus „Maryla“, jak jej Bratři Mrštíkové pro divadlo zpracovali. Zbytek lístků již rozprodán.: [692, 288, 962, 373]
exchange-cell: Elisabetina: [1457, 1442, 1511, 1454]
article-text: N. Z Berlína, 12. září. (Zvl. tel. „N. L.“) Směnka ku Vídni kotována 161·10, ruské bankovky 179·50.: [1292, 1220, 1563, 1261]
article-text: — Z Bělehradu oznamuje „Pol. Corr.“: Zpráva pražských listů, že byl v Bělehradě zatčen jistý důstojník ruský, který měl zvláštní poslání, jest nepravdivá. Také zpráva o uzavřených dohodách ruských není pravdivá.: [992, 1187, 1262, 1257]
article-text: nota „Sokol“ karlínský oslaví dne 28. září t. r. důstojným způsobem stoleté jubileum své, a usporádá zároveň veřejné cvičení. Pořad. Dopoledne: Uvítání jednot mimopražských, spolků a deputací o 9. hodině v místnosti klubu českých velocipedistů „Karlín“ (v Žižkově třídě); seřadění spolků a průvod městem do tělocvičny v 10 hodin; slavnostní kantáta, přednese spolek „Slavoj“.: [692, 86, 962, 214]
